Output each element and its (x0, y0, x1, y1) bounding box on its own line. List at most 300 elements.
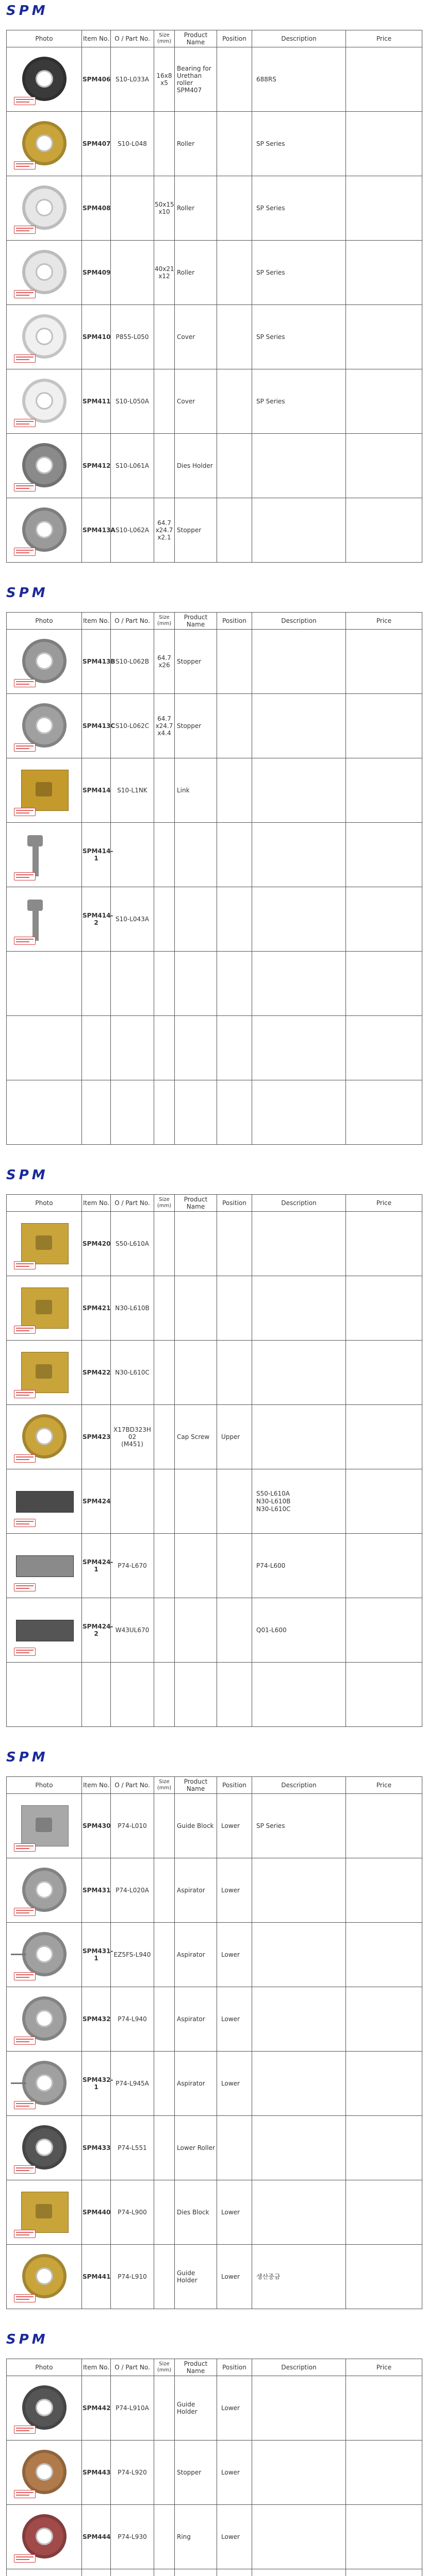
product-name-line: Stopper (177, 722, 202, 730)
size-line: 64.7 (157, 715, 171, 722)
stopper-ring-photo (7, 499, 82, 561)
brass-block-photo (7, 2181, 82, 2243)
cell-size (154, 176, 175, 241)
cell-position: Lower (217, 1923, 252, 1987)
cell-size (154, 241, 175, 305)
cell-size (154, 1858, 175, 1923)
cell-photo (7, 2245, 82, 2309)
size-line: 40x21 (155, 265, 174, 273)
cell-photo (7, 823, 82, 887)
product-name-line: Urethan roller (177, 72, 202, 87)
cell-price (346, 1405, 422, 1469)
catalog-page (0, 2329, 428, 2576)
col-photo: Photo (7, 2359, 82, 2376)
cell-price (346, 1923, 422, 1987)
cell-part-no: P855-L050 (111, 305, 154, 369)
table-row (7, 1858, 422, 1923)
size-line: x5 (160, 79, 168, 87)
cell-size (154, 369, 175, 434)
brass-block-photo (7, 1342, 82, 1403)
cell-description (252, 369, 346, 434)
cell-product-name (175, 369, 217, 434)
col-item-no: Item No. (82, 613, 111, 630)
stopper-ring-photo (7, 631, 82, 692)
col-photo: Photo (7, 1195, 82, 1212)
dies-holder-photo (7, 435, 82, 497)
cell-photo (7, 1405, 82, 1469)
stamp-mark (14, 1972, 36, 1980)
cell-price (346, 434, 422, 498)
cell-part-no: N30-L610B (111, 1276, 154, 1341)
cell-description (252, 1534, 346, 1598)
cell-part-no: EZ5FS-L940 (111, 1923, 154, 1987)
cell-product-name (175, 1212, 217, 1276)
product-name-line: Roller (177, 205, 195, 212)
cell-size (154, 1534, 175, 1598)
cell-price (346, 1987, 422, 2052)
cell-position (217, 1016, 252, 1080)
pin-photo (7, 824, 82, 886)
table-row (7, 823, 422, 887)
cell-part-no: P74-L930 (111, 2505, 154, 2569)
col-part-no: O / Part No. (111, 613, 154, 630)
cell-position: Lower (217, 1987, 252, 2052)
product-name-line: Ring (177, 2533, 191, 2540)
cell-size (154, 2116, 175, 2180)
col-description: Description (252, 1195, 346, 1212)
cell-position (217, 758, 252, 823)
description-line: SP Series (256, 1822, 285, 1829)
product-name-line: Cover (177, 398, 195, 405)
cell-photo (7, 434, 82, 498)
cell-product-name (175, 176, 217, 241)
cell-item-no: SPM409 (82, 241, 111, 305)
description-line: SP Series (256, 333, 285, 341)
description-line: 생산중금 (256, 2273, 281, 2280)
table-row (7, 1212, 422, 1276)
cell-size (154, 2052, 175, 2116)
cell-product-name (175, 694, 217, 758)
cell-price (346, 498, 422, 563)
stamp-mark (14, 2230, 36, 2238)
cell-item-no: SPM406 (82, 47, 111, 112)
catalog-page (0, 0, 428, 582)
cell-product-name (175, 1923, 217, 1987)
cell-product-name (175, 2052, 217, 2116)
description-line: S50-L610A (256, 1489, 290, 1497)
cell-description (252, 887, 346, 952)
cell-photo (7, 369, 82, 434)
stamp-mark (14, 1908, 36, 1916)
cell-size (154, 1987, 175, 2052)
stamp-mark (14, 2101, 36, 2109)
catalog-page (0, 582, 428, 1164)
col-item-no: Item No. (82, 2359, 111, 2376)
cell-price (346, 2116, 422, 2180)
cell-description (252, 1663, 346, 1727)
cell-item-no: SPM441 (82, 2245, 111, 2309)
stamp-mark (14, 97, 36, 105)
cell-product-name (175, 823, 217, 887)
cell-item-no: SPM413B (82, 630, 111, 694)
table-row (7, 694, 422, 758)
table-row (7, 1598, 422, 1663)
product-name-line: Cap Screw (177, 1433, 210, 1440)
cell-price (346, 2441, 422, 2505)
product-name-line: Roller (177, 140, 195, 147)
table-row (7, 1534, 422, 1598)
cell-size (154, 823, 175, 887)
aspirator-wire-photo (7, 1924, 82, 1986)
stamp-mark (14, 2037, 36, 2045)
stamp-mark (14, 354, 36, 363)
header-row (7, 1195, 422, 1212)
cell-product-name (175, 952, 217, 1016)
cell-part-no: S10-L048 (111, 112, 154, 176)
cell-size (154, 47, 175, 112)
brass-holder-photo (7, 2246, 82, 2308)
cell-product-name (175, 2505, 217, 2569)
parts-table (6, 2359, 422, 2576)
part-no-line: 02 (128, 1433, 137, 1440)
col-item-no: Item No. (82, 1777, 111, 1794)
description-line: SP Series (256, 268, 285, 276)
cell-price (346, 47, 422, 112)
plate-photo (7, 1535, 82, 1597)
cell-photo (7, 1858, 82, 1923)
stamp-mark (14, 2294, 36, 2302)
cell-price (346, 1663, 422, 1727)
table-row (7, 2052, 422, 2116)
cell-item-no: SPM422 (82, 1341, 111, 1405)
cell-description (252, 434, 346, 498)
col-part-no: O / Part No. (111, 1777, 154, 1794)
cell-item-no: SPM431-1 (82, 1923, 111, 1987)
col-part-no: O / Part No. (111, 1195, 154, 1212)
cell-description (252, 1794, 346, 1858)
stamp-mark (14, 1583, 36, 1591)
cell-part-no: S10-L062A (111, 498, 154, 563)
cell-description (252, 1987, 346, 2052)
cell-size (154, 2180, 175, 2245)
col-size-unit: (mm) (157, 2367, 172, 2373)
cell-product-name (175, 2116, 217, 2180)
size-line: x24.7 (155, 527, 173, 534)
cell-photo (7, 952, 82, 1016)
stamp-mark (14, 1843, 36, 1852)
cell-photo (7, 758, 82, 823)
cell-description (252, 2569, 346, 2576)
col-description: Description (252, 2359, 346, 2376)
cell-product-name (175, 1276, 217, 1341)
stamp-mark (14, 872, 36, 880)
cell-product-name (175, 887, 217, 952)
cell-description (252, 1598, 346, 1663)
cell-position (217, 2116, 252, 2180)
cell-size (154, 2569, 175, 2576)
cell-size (154, 1598, 175, 1663)
stamp-mark (14, 1648, 36, 1656)
cell-photo (7, 1016, 82, 1080)
col-size-label: Size (159, 1779, 170, 1785)
cell-position (217, 434, 252, 498)
product-name-line: SPM407 (177, 87, 202, 94)
col-price: Price (346, 613, 422, 630)
cell-item-no: SPM424-1 (82, 1534, 111, 1598)
table-row (7, 2569, 422, 2576)
header-row (7, 30, 422, 47)
col-size-label: Size (159, 32, 170, 38)
size-line: 50x15 (155, 201, 174, 208)
cell-size (154, 1794, 175, 1858)
col-price: Price (346, 30, 422, 47)
brand-logo: SPM (6, 3, 48, 19)
cell-price (346, 2569, 422, 2576)
aspirator-wire-photo (7, 2053, 82, 2114)
cell-position (217, 47, 252, 112)
parts-table (6, 30, 422, 563)
table-row (7, 2441, 422, 2505)
cell-part-no: P74-L945A (111, 2052, 154, 2116)
cell-position (217, 630, 252, 694)
description-line: N30-L610B (256, 1497, 291, 1505)
link-photo (7, 759, 82, 821)
col-product-name: Product Name (175, 1195, 217, 1212)
cell-part-no: P74-L910 (111, 2245, 154, 2309)
size-line: 16x8 (156, 72, 172, 79)
cell-part-no: P74-L020A (111, 1858, 154, 1923)
col-description: Description (252, 30, 346, 47)
stamp-mark (14, 290, 36, 298)
stopper-ring-photo (7, 2506, 82, 2568)
cell-photo (7, 630, 82, 694)
cell-position (217, 1080, 252, 1145)
cell-price (346, 2245, 422, 2309)
white-cover-photo (7, 370, 82, 432)
cell-product-name (175, 1663, 217, 1727)
size-line: x2.1 (157, 534, 171, 541)
cell-size (154, 1276, 175, 1341)
brand-logo: SPM (6, 585, 48, 601)
cell-product-name (175, 1469, 217, 1534)
cell-size (154, 1212, 175, 1276)
cell-item-no: SPM413A (82, 498, 111, 563)
stamp-mark (14, 743, 36, 752)
product-name-line: Guide Block (177, 1822, 214, 1829)
table-row (7, 1923, 422, 1987)
table-row (7, 1276, 422, 1341)
product-name-line: Aspirator (177, 2015, 205, 2023)
cell-size (154, 694, 175, 758)
col-size-label: Size (159, 2361, 170, 2367)
table-row (7, 176, 422, 241)
cell-description (252, 2376, 346, 2441)
col-position: Position (217, 1777, 252, 1794)
cell-product-name (175, 1987, 217, 2052)
stopper-ring-photo (7, 2442, 82, 2503)
cell-description (252, 2052, 346, 2116)
cell-item-no: SPM420 (82, 1212, 111, 1276)
cell-photo (7, 1598, 82, 1663)
table-row (7, 758, 422, 823)
stamp-mark (14, 548, 36, 556)
cell-item-no: SPM443 (82, 2441, 111, 2505)
cell-position (217, 241, 252, 305)
product-name-line: Cover (177, 333, 195, 341)
cell-photo (7, 694, 82, 758)
cell-description (252, 1016, 346, 1080)
description-line: SP Series (256, 204, 285, 212)
cell-part-no: S10-L1NK (111, 758, 154, 823)
col-size (154, 1195, 175, 1212)
cell-part-no (111, 241, 154, 305)
col-part-no: O / Part No. (111, 30, 154, 47)
cell-description (252, 694, 346, 758)
cell-photo (7, 1534, 82, 1598)
cell-part-no: P74-L551 (111, 2116, 154, 2180)
cell-part-no: P74-L940 (111, 1987, 154, 2052)
cell-product-name (175, 47, 217, 112)
cell-price (346, 1080, 422, 1145)
cell-item-no: SPM408 (82, 176, 111, 241)
cell-size (154, 952, 175, 1016)
cell-item-no: SPM414 (82, 758, 111, 823)
cell-price (346, 2052, 422, 2116)
col-position: Position (217, 2359, 252, 2376)
cell-item-no (82, 1080, 111, 1145)
cell-position: Lower (217, 1794, 252, 1858)
cell-position (217, 498, 252, 563)
cell-description (252, 758, 346, 823)
cell-price (346, 241, 422, 305)
cell-part-no (111, 1469, 154, 1534)
cell-description (252, 47, 346, 112)
col-size (154, 30, 175, 47)
cell-description (252, 2505, 346, 2569)
description-line: Q01-L600 (256, 1626, 287, 1634)
cell-product-name (175, 241, 217, 305)
size-line: x4.4 (157, 730, 171, 737)
cell-part-no: P74-L910A (111, 2376, 154, 2441)
cell-photo (7, 2505, 82, 2569)
cell-item-no (82, 952, 111, 1016)
cell-part-no: W43UL670 (111, 1598, 154, 1663)
cell-product-name (175, 758, 217, 823)
cell-size (154, 2505, 175, 2569)
cell-size (154, 887, 175, 952)
col-size (154, 1777, 175, 1794)
table-row (7, 2116, 422, 2180)
cell-item-no (82, 1016, 111, 1080)
col-description: Description (252, 613, 346, 630)
cell-position (217, 694, 252, 758)
stamp-mark (14, 161, 36, 170)
cell-position (217, 823, 252, 887)
product-name-line: Bearing for (177, 65, 211, 72)
cell-item-no: SPM413C (82, 694, 111, 758)
cell-photo (7, 2441, 82, 2505)
stamp-mark (14, 2165, 36, 2174)
table-row (7, 1016, 422, 1080)
col-price: Price (346, 1777, 422, 1794)
cell-photo (7, 2116, 82, 2180)
description-line: N30-L610C (256, 1505, 291, 1513)
lower-roller-photo (7, 2117, 82, 2179)
cell-product-name (175, 2569, 217, 2576)
plate-photo (7, 1470, 82, 1532)
product-name-line: Aspirator (177, 1887, 205, 1894)
stamp-mark (14, 483, 36, 492)
cell-item-no: SPM424 (82, 1469, 111, 1534)
catalog-page (0, 1747, 428, 2329)
col-item-no: Item No. (82, 30, 111, 47)
table-row (7, 47, 422, 112)
cell-part-no (111, 1663, 154, 1727)
table-row (7, 952, 422, 1016)
parts-table (6, 1776, 422, 2309)
col-photo: Photo (7, 613, 82, 630)
col-item-no: Item No. (82, 1195, 111, 1212)
table-row (7, 1987, 422, 2052)
cell-part-no: P74-L920 (111, 2441, 154, 2505)
cell-item-no: SPM423 (82, 1405, 111, 1469)
cell-product-name (175, 1858, 217, 1923)
cell-photo (7, 2569, 82, 2576)
cell-price (346, 2180, 422, 2245)
cell-size (154, 2245, 175, 2309)
cell-price (346, 1794, 422, 1858)
cell-size (154, 758, 175, 823)
brand-logo: SPM (6, 2332, 48, 2347)
cell-description (252, 498, 346, 563)
cell-part-no (111, 2569, 154, 2576)
cell-position: Lower (217, 2505, 252, 2569)
product-name-line: Guide Holder (177, 2269, 197, 2284)
cell-product-name (175, 112, 217, 176)
table-row (7, 498, 422, 563)
cell-position (217, 1663, 252, 1727)
cell-photo (7, 1663, 82, 1727)
stamp-mark (14, 1454, 36, 1463)
cell-description (252, 1858, 346, 1923)
cell-photo (7, 1987, 82, 2052)
table-row (7, 630, 422, 694)
white-cover-photo (7, 306, 82, 368)
cell-position: Lower (217, 2376, 252, 2441)
size-line: x24.7 (155, 722, 173, 730)
stamp-mark (14, 937, 36, 945)
cell-product-name (175, 1080, 217, 1145)
cell-product-name (175, 1794, 217, 1858)
col-price: Price (346, 2359, 422, 2376)
cap-screw-photo (7, 1406, 82, 1468)
cell-price (346, 112, 422, 176)
cell-description (252, 241, 346, 305)
cell-photo (7, 1080, 82, 1145)
col-part-no: O / Part No. (111, 2359, 154, 2376)
stamp-mark (14, 1390, 36, 1398)
cell-part-no (111, 176, 154, 241)
catalog-page (0, 1164, 428, 1747)
stamp-mark (14, 679, 36, 687)
cell-product-name (175, 498, 217, 563)
plate-photo (7, 1599, 82, 1661)
cell-position (217, 1276, 252, 1341)
cell-price (346, 1858, 422, 1923)
white-roller-photo (7, 177, 82, 239)
cell-part-no (111, 1405, 154, 1469)
cell-part-no: S10-L050A (111, 369, 154, 434)
